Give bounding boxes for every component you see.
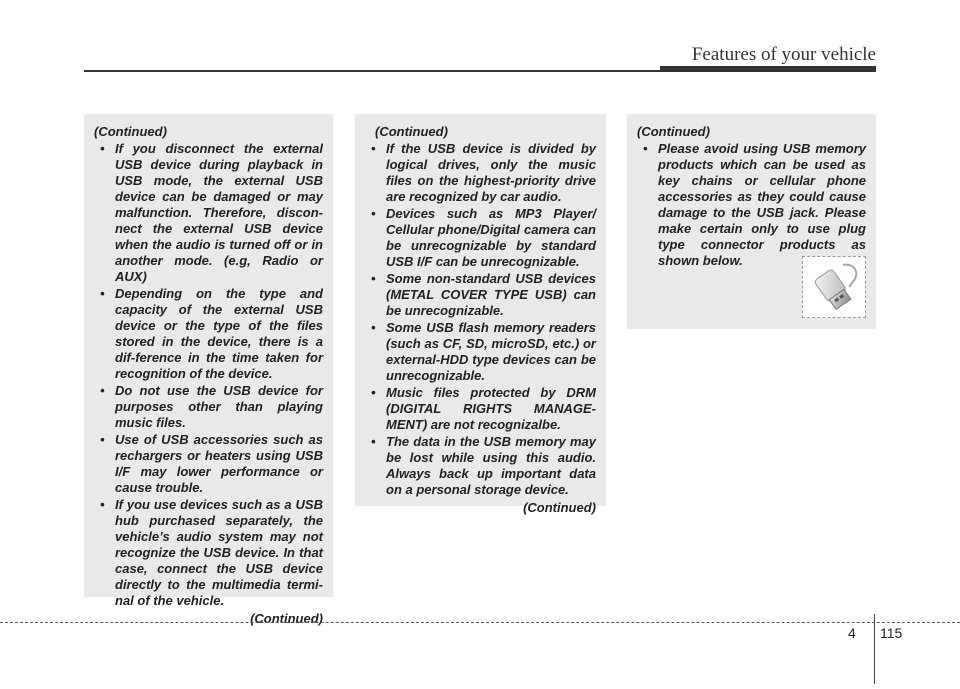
bullet-icon: •: [100, 432, 105, 447]
list-item: [365, 206, 596, 270]
list-item-text: Depending on the type and capacity of the external USB device or the type of the files stored in the device, there is a dif-ference in the time taken for recognition of the device.: [115, 286, 323, 381]
list-item-text: Some USB flash memory readers (such as CF, SD, microSD, etc.) or external-HDD type devices can be unrecognizable.: [386, 320, 596, 383]
list-item: [94, 141, 323, 285]
list-item: [94, 383, 323, 431]
list-item-text: If you disconnect the external USB device during playback in USB mode, the external USB device can be damaged or may malfunction. Therefore, discon-nect the external USB device when the audio is turned off or in another mode. (e.g, Radio or AUX): [115, 141, 323, 284]
bullet-icon: •: [100, 497, 105, 512]
list-item: [94, 286, 323, 382]
continued-label-top: (Continued): [375, 124, 448, 139]
list-item: [94, 497, 323, 609]
bullet-list: [94, 141, 323, 609]
usb-plug-figure: [802, 256, 866, 318]
bullet-icon: •: [100, 383, 105, 398]
bullet-icon: •: [371, 385, 376, 400]
list-item-text: Please avoid using USB memory products which can be used as key chains or cellular phone accessories as they could cause damage to the USB jack. Please make certain only to use plug type connector products as shown below.: [658, 141, 866, 268]
list-item-text: The data in the USB memory may be lost while using this audio. Always back up important data on a personal storage device.: [386, 434, 596, 497]
bullet-icon: •: [100, 286, 105, 301]
bullet-icon: •: [371, 206, 376, 221]
chapter-number: 4: [848, 625, 856, 641]
list-item-text: Some non-standard USB devices (METAL COVER TYPE USB) can be unrecognizable.: [386, 271, 596, 318]
list-item: [94, 432, 323, 496]
list-item: [637, 141, 866, 269]
bullet-icon: •: [100, 141, 105, 156]
header-rule-accent: [660, 66, 876, 72]
footer-rule: [0, 622, 960, 623]
list-item-text: Devices such as MP3 Player/ Cellular phone/Digital camera can be unrecognizable by standard USB I/F can be unrecognizable.: [386, 206, 596, 269]
header-rule: [84, 70, 660, 72]
list-item: [365, 320, 596, 384]
bullet-list: [365, 141, 596, 498]
continued-label-bottom: (Continued): [250, 611, 323, 626]
list-item-text: Do not use the USB device for purposes other than playing music files.: [115, 383, 323, 430]
list-item-text: Music files protected by DRM (DIGITAL RIGHTS MANAGE-MENT) are not recognizalbe.: [386, 385, 596, 432]
bullet-list: [637, 141, 866, 269]
bullet-icon: •: [643, 141, 648, 156]
list-item-text: Use of USB accessories such as rechargers or heaters using USB I/F may lower performance or cause trouble.: [115, 432, 323, 495]
continued-label-top: (Continued): [94, 124, 167, 139]
list-item: [365, 141, 596, 205]
list-item: [365, 271, 596, 319]
usb-plug-icon: [803, 257, 865, 317]
bullet-icon: •: [371, 141, 376, 156]
continued-label-top: (Continued): [637, 124, 710, 139]
header-title: Features of your vehicle: [691, 44, 876, 65]
list-item: [365, 385, 596, 433]
info-box-1: [84, 114, 333, 626]
bullet-icon: •: [371, 434, 376, 449]
page-number: 115: [880, 625, 903, 641]
page-divider: [874, 624, 875, 684]
continued-label-bottom: (Continued): [523, 500, 596, 515]
list-item-text: If the USB device is divided by logical drives, only the music files on the highest-priority drive are recognized by car audio.: [386, 141, 596, 204]
info-box-2: [355, 114, 606, 515]
bullet-icon: •: [371, 271, 376, 286]
list-item: [365, 434, 596, 498]
bullet-icon: •: [371, 320, 376, 335]
list-item-text: If you use devices such as a USB hub purchased separately, the vehicle’s audio system may not recognize the USB device. In that case, connect the USB device directly to the multimedia termi-nal of the vehicle.: [115, 497, 323, 608]
